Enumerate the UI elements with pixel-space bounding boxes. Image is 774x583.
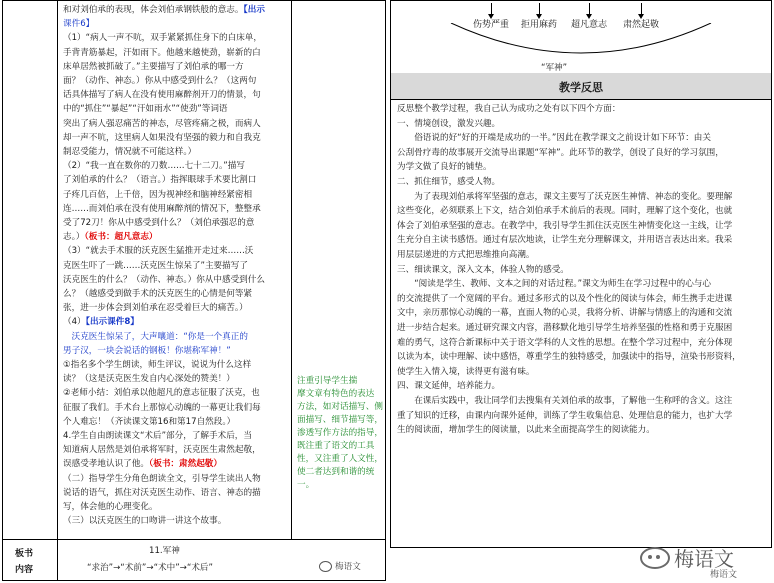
process-line [63,387,260,400]
reflection-line: 用层层递进的方式把思维推向高潮。 [397,250,535,260]
reflection-line: 以读为本，读中理解、读中感悟，尊重学生的独特感受，加强读中的指导，渲染书形资料， [397,352,741,363]
process-line [63,32,262,45]
reflection-line: 三、细读课文，深入文本，体验人物的感受。 [397,264,569,275]
process-line-text: 沃克医生惊呆了，大声嚷道：“你是一个真正的 [63,331,248,342]
process-line [63,487,261,500]
process-line [63,75,256,88]
design-intent-line: 既注重了语文的工具 [297,441,375,451]
reflection-line: 生充分自主读书感悟。通过有层次地读，让学生充分理解课文，并用语言表达出来。我采 [397,235,733,246]
process-line [63,402,261,415]
process-line [63,47,261,60]
process-line-text: 面？（动作、神态。）你从中感受到什么？（这两句 [63,76,257,86]
reflection-heading-band [391,73,771,100]
process-line [63,260,248,273]
process-line [63,203,261,216]
process-line [63,501,158,514]
reflection-line: 进一步结合起来。通过研究课文内容，潜移默化地引导学生培养坚强的性格和勇于克服困 [397,323,733,333]
process-line-text: 却一声不吭，这里病人如果没有坚强的毅力和自我克 [63,132,261,143]
process-line-text: 么？（越感受到做手术的沃克医生的心情是何等紧 [63,289,253,299]
design-intent-line: 注重引导学生揣 [297,376,358,386]
blackboard-label: 板书 [15,549,34,559]
process-line-text: 个人难忘！（齐读课文第16和第17自然段。） [63,416,236,427]
reflection-line: 反思整个教学过程，我自己认为成功之处有以下四个方面： [397,104,621,114]
process-line [63,18,94,31]
account-watermark [640,543,738,580]
lesson-plan-left-page [2,0,386,581]
process-line-text: 子疼几百倍，上千倍，因为视神经和脑神经紧密相 [63,189,253,200]
process-line-text: 手背青筋暴起，汗如雨下。他越来越使劲，崭新的白 [63,47,261,58]
process-line-text: 知道病人居然是刘伯承将军时，沃克医生肃然起敬， [63,445,261,456]
design-intent-line: 方法，如对话描写、侧 [297,402,383,412]
down-arrow-icon [589,3,590,15]
process-line [63,4,265,17]
process-line-text: 床单居然被抓破了。”主要描写了刘伯承的哪一方 [63,61,244,72]
process-line-text: 张，进一步体会到刘伯承在忍受着巨大的痛苦。） [63,303,248,314]
process-line-text: （3）“就去手术服的沃克医生猛推开走过来……沃 [63,246,254,257]
process-line-text: 突出了病人强忍痛苦的神态，尽管疼痛之极，而病人 [63,118,261,129]
diagram-bottom-label: “军神” [541,63,568,73]
process-line-text: 4.学生自由朗读课文“术后”部分，了解手术后，当 [63,431,252,441]
blackboard-title: 11.军神 [149,546,180,556]
down-arrow-icon [641,3,642,15]
reflection-line: 二、抓住细节，感受人物。 [397,177,501,187]
process-line [63,103,228,116]
process-line [63,174,256,187]
process-line [63,331,248,344]
process-line [63,118,261,131]
process-line [63,146,196,159]
reflection-line: 生的阅读面，增加学生的阅读量，以此来全面提高学生的阅读能力。 [397,425,655,436]
process-line-text: 课件6】 [63,19,95,30]
process-line-text: 中的“抓住”“暴起”“汗如雨水”“使劲”等词语 [63,104,228,115]
process-line [63,373,235,386]
design-intent-line: 面描写、细节描写等， [297,415,383,425]
process-line-text: （1）“病人一声不吭，双手紧紧抓住身下的白床单， [63,33,262,44]
process-line [63,160,245,173]
footer-watermark-text: 梅语文 [335,562,361,572]
process-line-text: 了刘伯承的什么？（语言。）指挥眼球手术要比割口 [63,175,257,186]
design-intent-line: 一。 [297,480,315,490]
process-line [63,316,139,329]
process-line-tag: 【出示 [243,5,265,15]
process-line [63,231,158,244]
diagram-word: 拒用麻药 [521,20,558,30]
reflection-heading: 教学反思 [559,81,603,94]
process-line [63,132,261,145]
process-line-text: 受了72刀！你从中感受到什么？（刘伯承强忍的意 [63,218,255,228]
reflection-line: 使学生入情入境，读得更有滋有味。 [397,366,535,377]
watermark-sub: 梅语文 [710,570,738,580]
design-intent-column [291,1,385,539]
process-line [63,302,248,315]
process-line-text: 说话的语气，抓住对沃克医生动作、语言、神态的描 [63,487,261,498]
blackboard-flow: “求治”→“术前”→“术中”→“术后” [87,563,213,573]
lesson-plan-right-page [390,0,772,548]
process-line [63,274,265,287]
process-line [63,217,254,230]
process-line-text: （2）“我一直在数你的刀数……七十二刀。”描写 [63,161,245,172]
reflection-line: 重了知识的迁移，由课内向课外延伸，训练了学生收集信息、处理信息的能力，也扩大学 [397,410,733,421]
left-label-column [3,1,58,539]
reflection-line: 在课后实践中，我让同学们去搜集有关刘伯承的故事，了解他一生称呼的含义。这注 [397,396,733,406]
reflection-line: “阅读是学生、教师、文本之间的对话过程。”课文为师生在学习过程中的心与心 [397,279,711,290]
process-line-text: ①指名多个学生朗读，师生评议，说说为什么这样 [63,360,252,370]
design-intent-line: 渗透写作方法的指导， [297,428,383,438]
process-line [63,189,252,202]
process-line-text: 读？（这是沃克医生发自内心深处的赞美！） [63,374,235,385]
blackboard-section [3,539,385,581]
process-line [63,245,253,258]
design-intent-note [297,375,381,492]
process-line-tag: （板书：肃然起敬） [148,459,222,470]
process-line [63,89,261,102]
design-intent-line: 使二者达到和谐的统 [297,467,375,477]
process-line-text: 话具体描写了病人在没有使用麻醉剂开刀的情景，句 [63,90,261,101]
process-line-text: 志。） [63,232,85,243]
reflection-line: 俗语说的好“好的开端是成功的一半。”因此在教学课文之前设计如下环节：由关 [397,133,711,144]
process-line-text: （二）指导学生分角色朗读全文，引导学生读出人物 [63,473,261,484]
reflection-line: 难的勇气，这符合新课标中关于语文学科的人文性的思想。在整个学习过程中，充分体现 [397,337,733,348]
reflection-line: 的交流提供了一个宽阔的平台。通过多形式的以及个性化的阅读与体会，师生携手走进课 [397,293,733,304]
wechat-icon [319,561,332,572]
wechat-logo-icon [640,547,670,569]
reflection-line: 体会了刘伯承坚强的意志。在教学中，我引导学生抓住沃克医生神情变化这一主线，让学 [397,220,733,231]
process-line [63,444,261,457]
watermark-name: 梅语文 [674,547,734,571]
process-line-text: 男子汉，一块会说话的钢板！你堪称军神！” [63,345,231,356]
design-intent-line: 性，又注重了人文性， [297,454,383,464]
reflection-body [391,99,771,547]
process-line-text: 克医生吓了一跳……沃克医生惊呆了”主要描写了 [63,260,248,271]
process-line-tag: （板书：超凡意志） [84,232,158,243]
design-intent-line: 摩文章有特色的表达 [297,389,375,399]
process-line-text: 和对刘伯承的表现，体会刘伯承钢铁般的意志。 [63,5,244,15]
process-line-tag: 【出示课件8】 [85,317,139,328]
process-line [63,288,252,301]
process-line [63,416,235,429]
diagram-word: 肃然起敬 [623,20,660,30]
diagram-word: 超凡意志 [571,20,608,30]
process-line-text: （三）以沃克医生的口吻讲一讲这个故事。 [63,516,227,527]
process-line [63,345,231,358]
process-line-text: ②老师小结：刘伯承以他超凡的意志征服了沃克，也 [63,388,260,399]
reflection-line: 为学文做了良好的铺垫。 [397,162,492,173]
reflection-line: 公刮骨疗毒的故事展开交流导出课题“军神”。此环节的教学，创设了良好的学习氛围， [397,147,724,158]
blackboard-label-cell [3,540,58,581]
process-line-text: （4） [63,317,86,328]
down-arrow-icon [491,3,492,15]
process-line [63,359,251,372]
reflection-line: 为了表现刘伯承将军坚强的意志，课文主要写了沃克医生神情、神态的变化。要理解 [397,191,733,202]
footer-watermark [319,560,361,572]
diagram-word: 伤势严重 [473,20,510,30]
blackboard-diagram [391,1,771,74]
process-line [63,458,222,471]
reflection-line: 这些变化，必须联系上下文，结合刘伯承手术前后的表现。同时，理解了这个变化，也就 [397,206,733,217]
reflection-line: 四、课文延伸，培养能力。 [397,381,501,392]
process-line-text: 沃克医生的什么？（动作、神态。）你从中感受到什么 [63,274,265,285]
process-line-text: 征服了我们。手术台上那惊心动魄的一幕更让我们每 [63,402,261,413]
blackboard-label-2: 内容 [15,565,34,575]
down-arrow-icon [539,3,540,15]
process-line-text: 连……而刘伯承在没有使用麻醉剂的情况下，整整承 [63,203,261,214]
process-line [63,61,244,74]
process-line-text: 制忍受能力，情况就不可能这样。） [63,147,197,157]
teaching-process-column [57,1,292,539]
process-line-text: 写，体会他的心理变化。 [63,502,158,512]
reflection-line: 一、情境创设，激发兴趣。 [397,118,501,129]
reflection-line: 文中，亲历那惊心动魄的一幕，直面人物的心灵，我将分析、讲解与情感上的沟通和交流 [397,308,733,319]
process-line [63,515,226,528]
process-line [63,430,252,443]
process-line-text: 误感受孝地认识了他。 [63,459,149,470]
process-line [63,473,261,486]
